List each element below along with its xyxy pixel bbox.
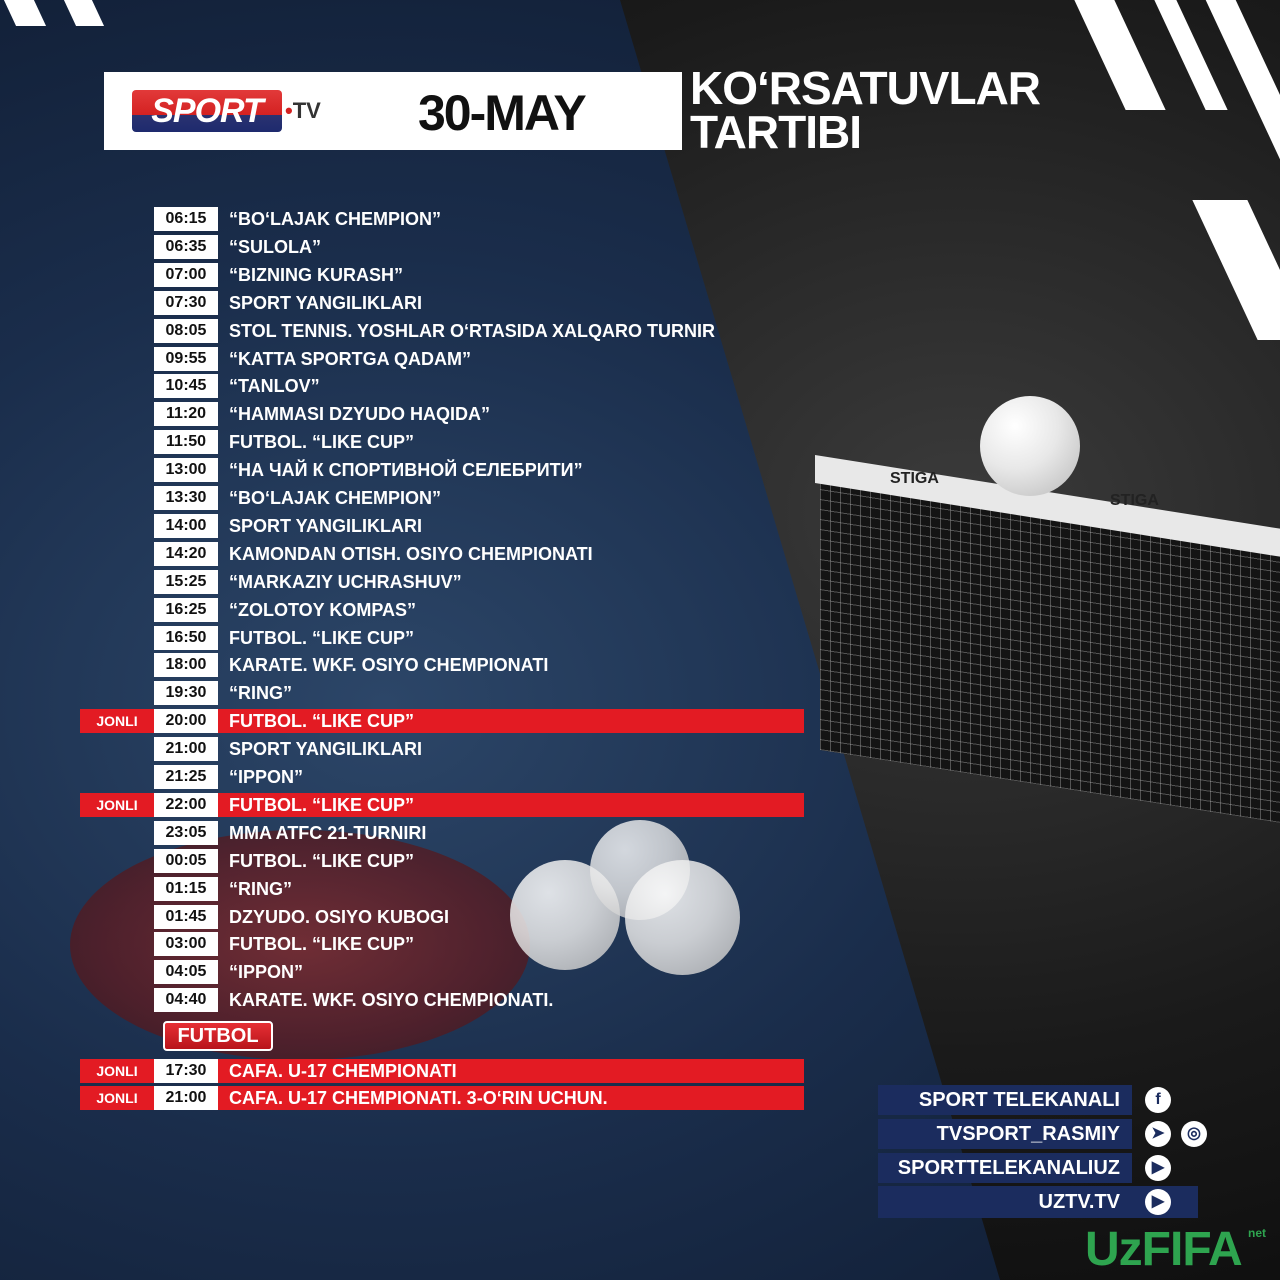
schedule-row [80,402,804,426]
schedule-program: SPORT YANGILIKLARI [229,515,423,536]
schedule-row [80,653,804,677]
facebook-icon[interactable]: f [1145,1087,1171,1113]
net-ball-image [980,396,1080,496]
schedule-time: 08:05 [154,319,218,343]
schedule-row [80,960,804,984]
watermark-logo: UzFIFA [1085,1223,1242,1276]
schedule-row [80,598,804,622]
schedule-row [80,514,804,538]
schedule-time: 11:50 [154,430,218,454]
schedule-program: CAFA. U-17 CHEMPIONATI [229,1061,457,1081]
schedule-program: “RING” [229,878,292,899]
schedule-program: KAMONDAN OTISH. OSIYO CHEMPIONATI [229,543,593,564]
schedule-time: 07:00 [154,263,218,287]
logo-suffix-text: TV [292,98,321,123]
schedule-program: “HAMMASI DZYUDO HAQIDA” [229,404,490,425]
schedule-time: 18:00 [154,653,218,677]
schedule-program: SPORT YANGILIKLARI [229,292,423,313]
schedule-program: FUTBOL. “LIKE CUP” [229,711,414,732]
title-line-2: TARTIBI [690,106,862,158]
youtube-icon[interactable]: ▶ [1145,1155,1171,1181]
schedule-date: 30-MAY [418,85,585,141]
schedule-row [80,737,804,761]
social-link-label[interactable]: TVSPORT_RASMIY [936,1123,1120,1145]
social-link-label[interactable]: UZTV.TV [1038,1191,1120,1213]
sport-tv-logo [132,90,282,132]
watermark-suffix: net [1248,1226,1266,1240]
schedule-row [80,905,804,929]
schedule-row [80,235,804,259]
schedule-row [80,932,804,956]
schedule-row [80,542,804,566]
schedule-time: 04:05 [154,960,218,984]
schedule-program: FUTBOL. “LIKE CUP” [229,934,414,955]
schedule-program: “IPPON” [229,767,304,787]
live-label: JONLI [96,796,138,813]
schedule-row [80,263,804,287]
youtube-icon[interactable]: ▶ [1145,1189,1171,1215]
live-label: JONLI [96,713,138,730]
schedule-program: “TANLOV” [229,376,320,397]
schedule-program: “BIZNING KURASH” [229,264,403,285]
schedule-program: “SULOLA” [229,236,321,257]
schedule-program: “RING” [229,683,292,704]
schedule-time: 15:25 [154,570,218,594]
schedule-row [80,291,804,315]
schedule-time: 00:05 [154,849,218,873]
schedule-row [80,877,804,901]
schedule-row [80,849,804,873]
schedule-program: SPORT YANGILIKLARI [229,739,423,760]
schedule-program: “НА ЧАЙ К СПОРТИВНОЙ СЕЛЕБРИТИ” [229,460,583,481]
schedule-row [80,319,804,343]
schedule-time: 01:45 [154,905,218,929]
schedule-row [80,1086,804,1110]
live-label: JONLI [96,1063,138,1079]
schedule-time: 21:00 [154,1086,218,1110]
schedule-row [80,458,804,482]
schedule-time: 21:25 [154,765,218,789]
futbol-badge: FUTBOL [163,1021,273,1051]
schedule-time: 23:05 [154,821,218,845]
schedule-row [80,821,804,845]
schedule-row [80,207,804,231]
schedule-program: “KATTA SPORTGA QADAM” [229,348,471,369]
schedule-program: FUTBOL. “LIKE CUP” [229,627,414,648]
schedule-row [80,709,804,733]
schedule-program: “IPPON” [229,962,304,983]
schedule-time: 21:00 [154,737,218,761]
schedule-row [80,486,804,510]
schedule-program: “BO‘LAJAK CHEMPION” [229,488,442,508]
schedule-row [80,374,804,398]
net-brand-text: STIGA [890,470,939,487]
schedule-time: 06:35 [154,235,218,259]
schedule-time: 14:00 [154,514,218,538]
schedule-time: 04:40 [154,988,218,1012]
schedule-row [80,793,804,817]
title-line-1: KO‘RSATUVLAR [690,62,1041,114]
live-label: JONLI [96,1090,138,1106]
schedule-time: 22:00 [154,793,218,817]
schedule-program: “BO‘LAJAK CHEMPION” [229,209,442,229]
schedule-program: STOL TENNIS. YOSHLAR O‘RTASIDA XALQARO TURNIR [229,320,716,341]
schedule-program: FUTBOL. “LIKE CUP” [229,850,414,871]
schedule-time: 06:15 [154,207,218,231]
schedule-row [80,347,804,371]
page-title [690,62,1041,158]
schedule-row [80,1059,804,1083]
logo-main-text: SPORT [151,92,263,130]
schedule-time: 09:55 [154,347,218,371]
schedule-program: “MARKAZIY UCHRASHUV” [229,571,462,592]
schedule-program: FUTBOL. “LIKE CUP” [229,432,414,453]
schedule-time: 16:50 [154,626,218,650]
schedule-row [80,988,804,1012]
schedule-time: 16:25 [154,598,218,622]
schedule-row [80,681,804,705]
schedule-time: 20:00 [154,709,218,733]
schedule-program: KARATE. WKF. OSIYO CHEMPIONATI [229,655,549,676]
schedule-time: 13:00 [154,458,218,482]
schedule-time: 11:20 [154,402,218,426]
schedule-time: 13:30 [154,486,218,510]
schedule-row [80,430,804,454]
social-link-row[interactable] [878,1119,1132,1149]
schedule-program: MMA ATFC 21-TURNIRI [229,822,427,843]
schedule-time: 07:30 [154,291,218,315]
social-link-row[interactable] [878,1085,1132,1115]
social-link-label[interactable]: SPORTTELEKANALIUZ [897,1157,1120,1179]
schedule-time: 17:30 [154,1059,218,1083]
net-brand-text: STIGA [1110,492,1159,509]
telegram-icon[interactable]: ➤ [1145,1121,1171,1147]
schedule-time: 14:20 [154,542,218,566]
schedule-row [80,765,804,789]
instagram-icon[interactable]: ◎ [1181,1121,1207,1147]
schedule-program: FUTBOL. “LIKE CUP” [229,794,414,815]
schedule-row [80,626,804,650]
schedule-time: 03:00 [154,932,218,956]
schedule-program: CAFA. U-17 CHEMPIONATI. 3-O‘RIN UCHUN. [229,1088,608,1108]
schedule-program: “ZOLOTOY KOMPAS” [229,599,417,620]
logo-suffix: •TV [285,98,321,123]
schedule-time: 01:15 [154,877,218,901]
schedule-time: 10:45 [154,374,218,398]
schedule-time: 19:30 [154,681,218,705]
schedule-program: KARATE. WKF. OSIYO CHEMPIONATI. [229,990,554,1011]
social-link-label[interactable]: SPORT TELEKANALI [918,1089,1120,1111]
schedule-program: DZYUDO. OSIYO KUBOGI [229,906,450,927]
social-link-row[interactable] [878,1153,1132,1183]
schedule-row [80,570,804,594]
social-link-row[interactable] [878,1187,1132,1217]
